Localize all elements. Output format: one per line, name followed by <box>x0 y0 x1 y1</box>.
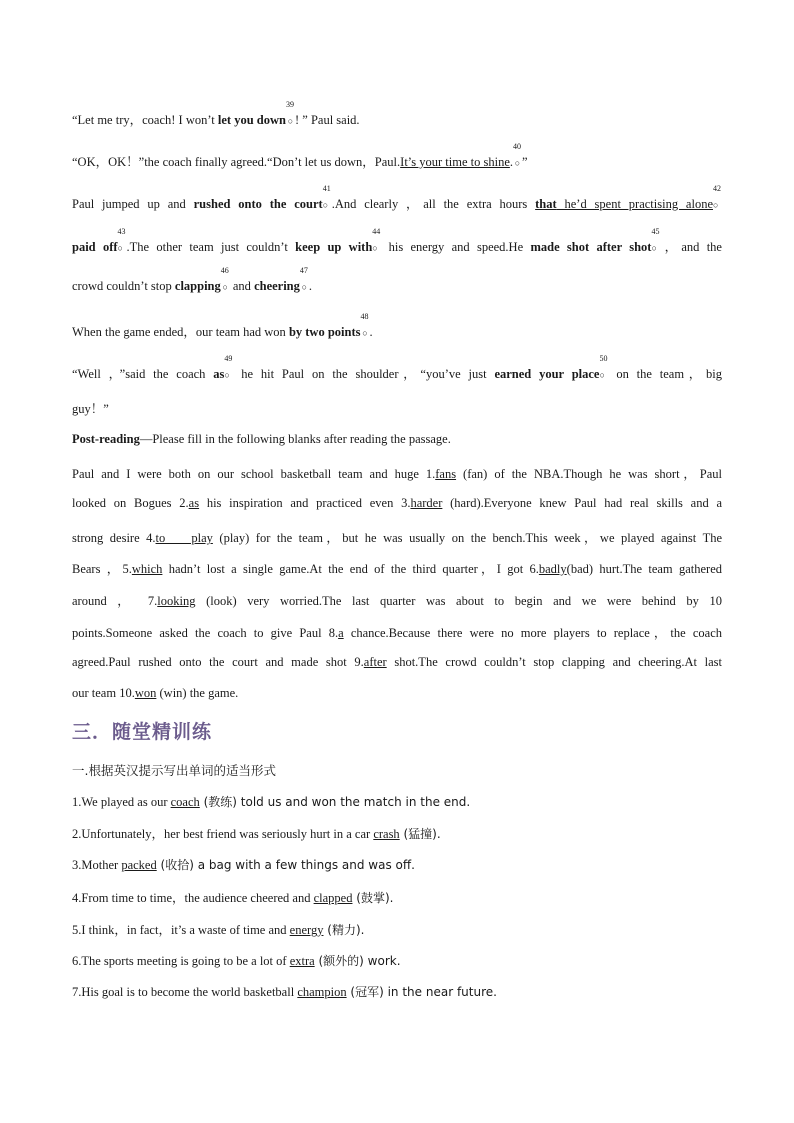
story-line-8: guy！” <box>72 402 109 416</box>
blank-marker: 45 ○ <box>651 227 660 253</box>
exercise-item: 4.From time to time，the audience cheered and clapped (鼓掌). <box>72 891 394 905</box>
blank-marker: 44 ○ <box>372 227 381 253</box>
blank-marker: 41 ○ <box>322 184 331 210</box>
story-line-3: Paul jumped up and rushed onto the court 41 ○ .And clearly ，all the extra hours that he’d spent practising alone 42 ○ <box>72 184 721 211</box>
exercise-item: 2.Unfortunately，her best friend was seriously hurt in a car crash (猛撞). <box>72 827 441 841</box>
blank-marker: 40 ○ <box>513 142 521 168</box>
blank-marker: 48 ○ <box>360 312 369 338</box>
story-line-1: “Let me try，coach! I won’t let you down 39 ○ ! ” Paul said. <box>72 100 360 127</box>
post-reading-line: our team 10.won (win) the game. <box>72 686 239 700</box>
exercise-item: 7.His goal is to become the world basketball champion (冠军) in the near future. <box>72 985 497 999</box>
blank-marker: 43 ○ <box>117 227 126 253</box>
story-line-4: paid off 43 ○ .The other team just couldn’t keep up with 44 ○ his energy and speed.He made shot after shot 45 ○ ，and the <box>72 227 722 254</box>
story-line-7: “Well ，”said the coach as 49 ○ he hit Paul on the shoulder，“you’ve just earned your place 50 ○ on the team，big <box>72 354 722 381</box>
section-subtitle: 一.根据英汉提示写出单词的适当形式 <box>72 763 276 778</box>
post-reading-line: agreed.Paul rushed onto the court and made shot 9.after shot.The crowd couldn’t stop clapping and cheering.At last <box>72 655 722 669</box>
blank-marker: 42 ○ <box>713 184 721 210</box>
blank-marker: 49 ○ <box>224 354 233 380</box>
post-reading-line: points.Someone asked the coach to give Paul 8.a chance.Because there were no more players to replace，the coach <box>72 626 722 640</box>
post-reading-line: looked on Bogues 2.as his inspiration and practiced even 3.harder (hard).Everyone knew Paul had real skills and a <box>72 496 722 510</box>
section-title: 三．随堂精训练 <box>72 721 213 743</box>
post-reading-line: around ， 7.looking (look) very worried.The last quarter was about to begin and we were behind by 10 <box>72 594 723 608</box>
exercise-item: 5.I think，in fact，it’s a waste of time and energy (精力). <box>72 923 365 937</box>
post-reading-heading: Post-reading—Please fill in the following blanks after reading the passage. <box>72 432 451 446</box>
blank-marker: 39 ○ <box>285 100 294 126</box>
exercise-item: 6.The sports meeting is going to be a lot of extra (额外的) work. <box>72 954 401 968</box>
exercise-item: 1.We played as our coach (教练) told us and won the match in the end. <box>72 795 471 809</box>
post-reading-line: Paul and I were both on our school basketball team and huge 1.fans (fan) of the NBA.Though he was short，Paul <box>72 467 722 481</box>
exercise-item: 3.Mother packed (收拾) a bag with a few things and was off. <box>72 858 415 872</box>
story-line-5: crowd couldn’t stop clapping 46 ○ and cheering 47 ○ . <box>72 266 313 293</box>
story-line-2: “OK，OK！”the coach finally agreed.“Don’t let us down，Paul.It’s your time to shine. 40 ○ ” <box>72 142 528 169</box>
post-reading-line: Bears ，5.which hadn’t lost a single game.At the end of the third quarter，I got 6.badly(bad) hurt.The team gathered <box>72 562 723 576</box>
blank-marker: 50 ○ <box>599 354 608 380</box>
story-line-6: When the game ended，our team had won by two points 48 ○ . <box>72 312 373 339</box>
blank-marker: 46 ○ <box>220 266 229 292</box>
post-reading-line: strong desire 4.to play (play) for the team，but he was usually on the bench.This week，we played against The <box>72 531 722 545</box>
blank-marker: 47 ○ <box>299 266 308 292</box>
